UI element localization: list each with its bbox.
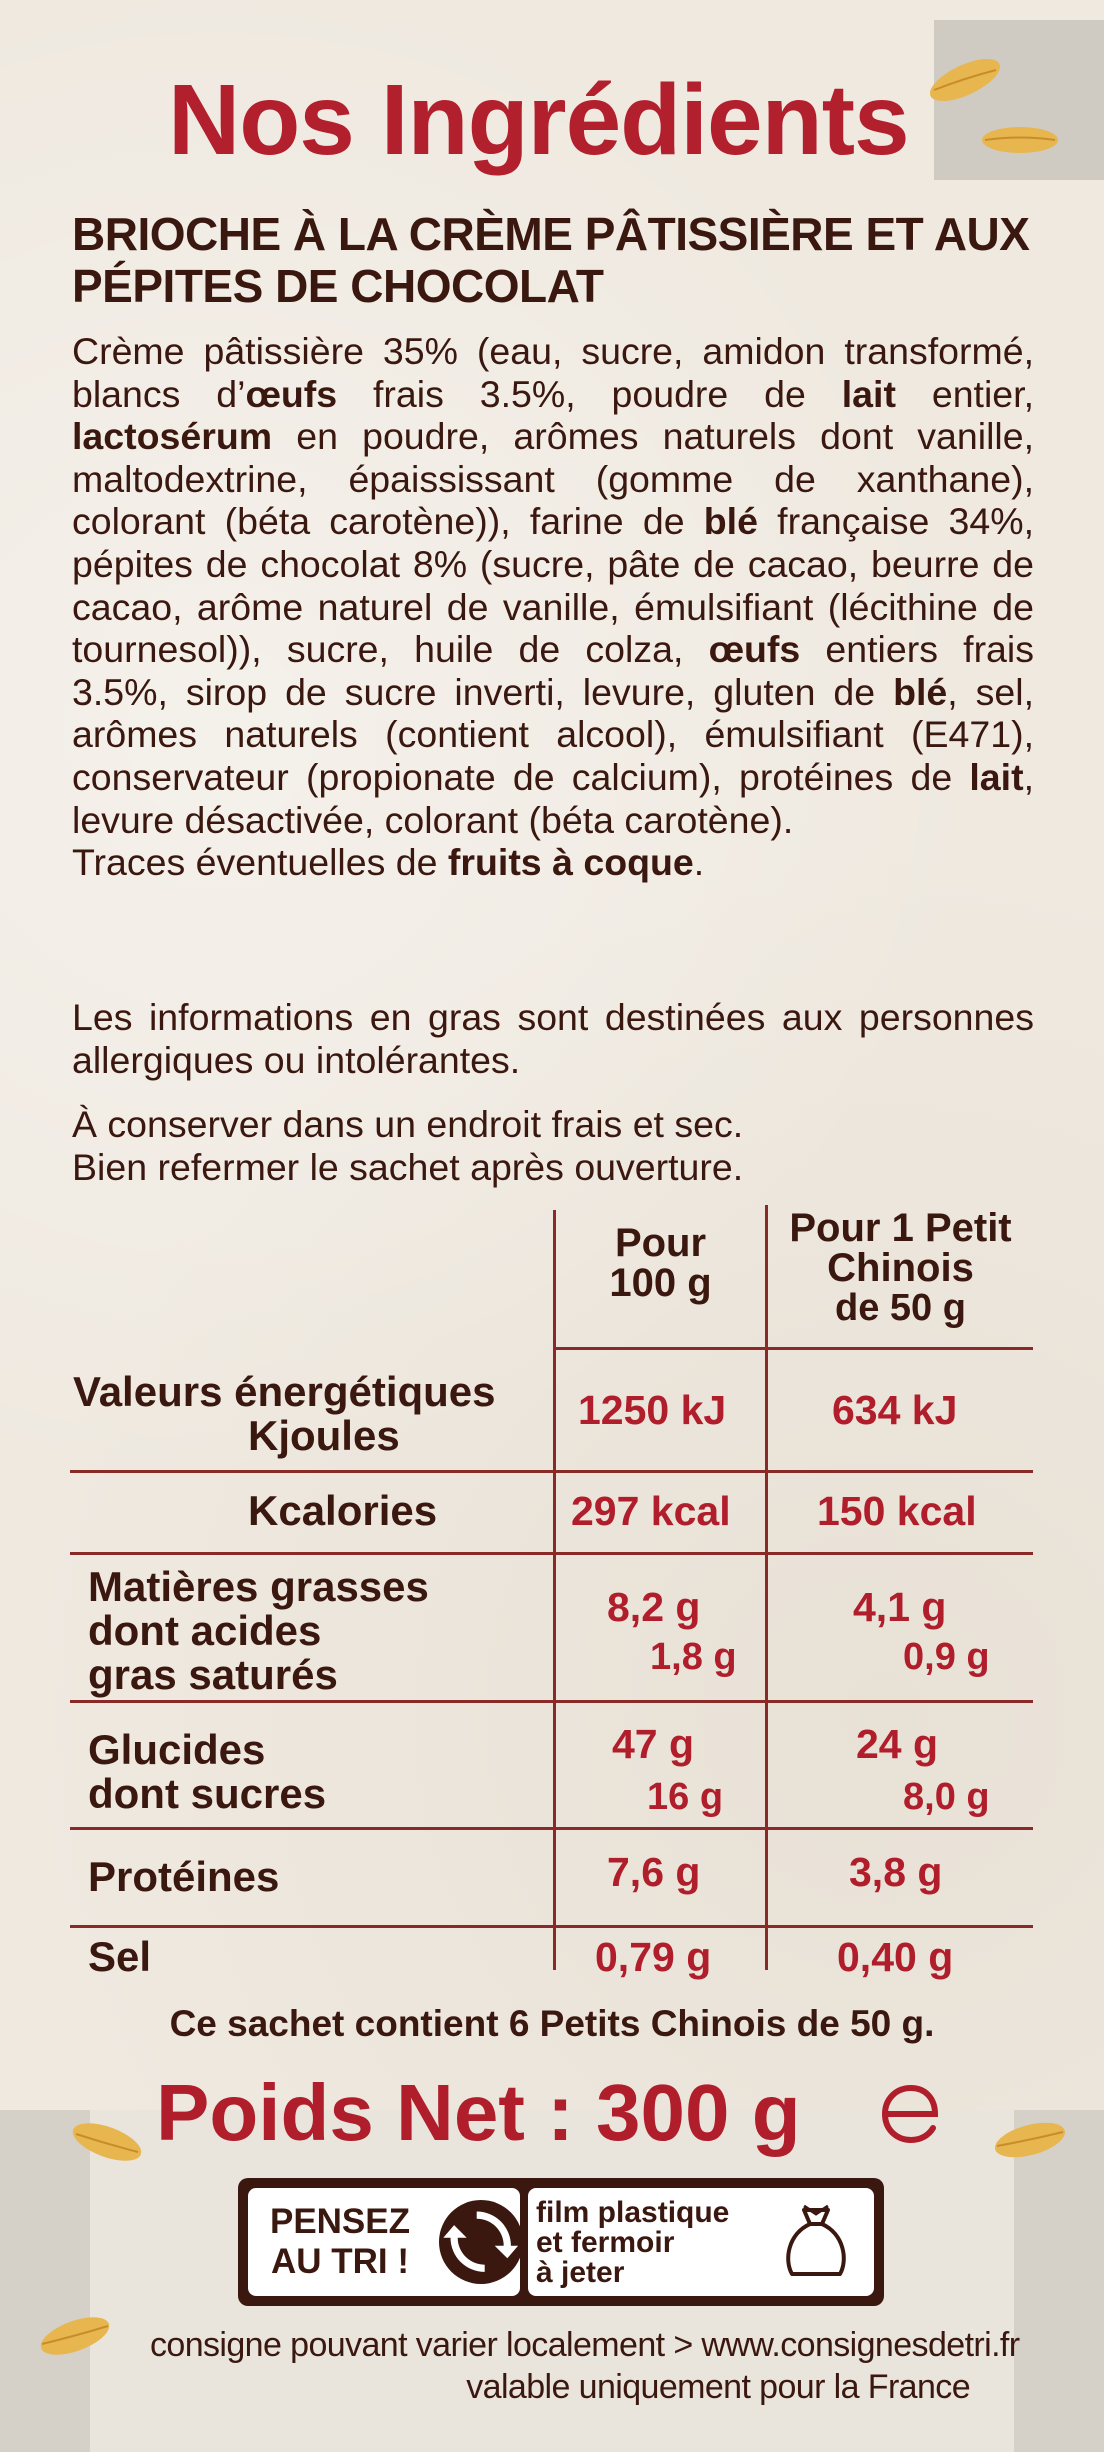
carbs-label: Glucides dont sucres — [88, 1726, 327, 1817]
allergen-note: Les informations en gras sont destinées aux personnes allergiques ou intolérantes. — [72, 996, 1034, 1081]
salt-label: Sel — [88, 1933, 152, 1980]
fat-label: Matières grasses dont acides gras saturés — [88, 1563, 429, 1698]
table-divider — [70, 1700, 1033, 1703]
fat-100g: 8,2 g — [607, 1584, 701, 1630]
page-title: Nos Ingrédients — [168, 64, 909, 176]
energy-kj-portion: 634 kJ — [832, 1387, 958, 1433]
storage-instructions: À conserver dans un endroit frais et sec. Bien refermer le sachet après ouverture. — [72, 1103, 744, 1188]
fat-portion: 4,1 g — [853, 1584, 947, 1630]
carbs-100g: 47 g — [612, 1721, 695, 1767]
sugars-portion: 8,0 g — [903, 1776, 990, 1818]
protein-label: Protéines — [88, 1853, 280, 1900]
estimated-sign-icon — [875, 2078, 947, 2150]
sugars-100g: 16 g — [647, 1776, 724, 1818]
table-divider — [70, 1925, 1033, 1928]
pensez-au-tri-panel — [248, 2188, 520, 2296]
protein-100g: 7,6 g — [607, 1849, 701, 1895]
table-divider — [70, 1470, 1033, 1473]
col-header-100g: Pour 100 g — [609, 1221, 712, 1305]
kcal-portion: 150 kcal — [817, 1488, 977, 1534]
satfat-100g: 1,8 g — [650, 1636, 737, 1678]
film-plastique-panel — [528, 2188, 874, 2296]
wheat-grain-icon — [62, 2112, 152, 2172]
energy-label: Valeurs énergétiques Kjoules — [73, 1368, 496, 1459]
wheat-grain-icon — [975, 115, 1065, 165]
energy-kj-100g: 1250 kJ — [578, 1387, 727, 1433]
table-divider — [70, 1827, 1033, 1830]
ingredients-text: Crème pâtissière 35% (eau, sucre, amidon transformé, blancs d’œufs frais 3.5%, poudre de lait entier, lactosérum en poudre, arômes naturels dont vanille, maltodextrine, épaississant (gomme de xanthane), colorant (béta carotène)), farine de blé française 34%, pépites de chocolat 8% (sucre, pâte de cacao, beurre de cacao, arôme naturel de vanille, émulsifiant (lécithine de tournesol)), sucre, huile de colza, œufs entiers frais 3.5%, sirop de sucre inverti, levure, gluten de blé, sel, arômes naturels (contient alcool), émulsifiant (E471), conservateur (propionate de calcium), protéines de lait, levure désactivée, colorant (béta carotène). Traces éventuelles de fruits à coque. — [72, 330, 1034, 884]
consigne-text: consigne pouvant varier localement > www.consignesdetri.fr valable uniquement pour la France — [150, 2326, 1020, 2406]
wheat-grain-icon — [985, 2110, 1075, 2170]
bag-icon — [774, 2200, 858, 2284]
satfat-portion: 0,9 g — [903, 1636, 990, 1678]
recycling-arrows-icon — [433, 2194, 529, 2290]
product-name: BRIOCHE À LA CRÈME PÂTISSIÈRE ET AUX PÉPITES DE CHOCOLAT — [72, 208, 1030, 312]
wheat-grain-icon — [30, 2306, 120, 2366]
salt-100g: 0,79 g — [595, 1934, 712, 1980]
film-plastique-text: film plastique et fermoir à jeter — [536, 2196, 730, 2289]
sachet-note: Ce sachet contient 6 Petits Chinois de 50 g. — [169, 2003, 935, 2044]
triman-info-box — [238, 2178, 884, 2306]
kcal-label: Kcalories — [248, 1487, 438, 1534]
carbs-portion: 24 g — [856, 1721, 939, 1767]
net-weight: Poids Net : 300 g — [156, 2068, 801, 2157]
table-divider — [553, 1210, 556, 1970]
pensez-au-tri-text: PENSEZ AU TRI ! — [269, 2202, 411, 2281]
wheat-grain-icon — [920, 50, 1010, 110]
protein-portion: 3,8 g — [849, 1849, 943, 1895]
kcal-100g: 297 kcal — [571, 1488, 731, 1534]
col-header-portion: Pour 1 Petit Chinois de 50 g — [789, 1206, 1012, 1329]
salt-portion: 0,40 g — [837, 1934, 954, 1980]
table-divider — [553, 1347, 1033, 1350]
table-divider — [70, 1552, 1033, 1555]
